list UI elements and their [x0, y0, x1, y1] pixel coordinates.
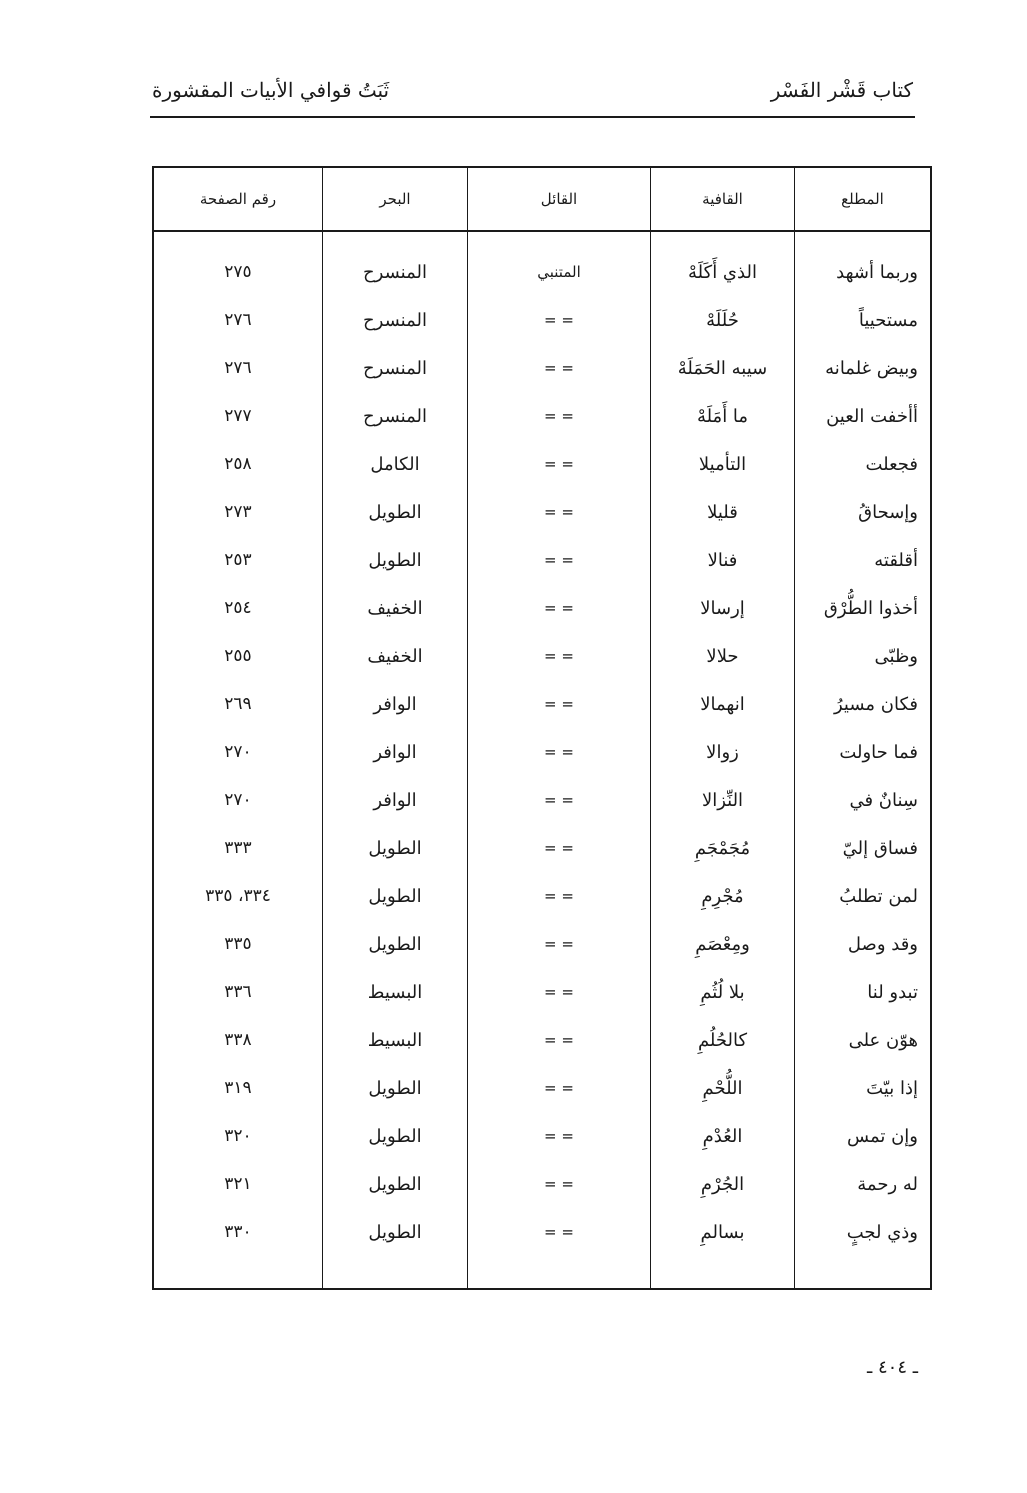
cell-page: ٣٣٣ — [153, 824, 323, 872]
cell-page: ٣٣٨ — [153, 1016, 323, 1064]
cell-poet: = = — [468, 488, 651, 536]
cell-opening: فساق إليّ — [795, 824, 932, 872]
spacer-cell — [651, 231, 795, 248]
table-row — [153, 488, 931, 536]
cell-meter: الطويل — [323, 872, 468, 920]
cell-rhyme: النِّزالا — [651, 776, 795, 824]
cell-meter: الطويل — [323, 824, 468, 872]
column-header-meter: البحر — [323, 167, 468, 231]
cell-poet: = = — [468, 1208, 651, 1256]
table-row — [153, 1112, 931, 1160]
cell-meter: المنسرح — [323, 344, 468, 392]
column-header-poet: القائل — [468, 167, 651, 231]
table-row — [153, 680, 931, 728]
cell-page: ٢٧٠ — [153, 728, 323, 776]
cell-opening: أقلقته — [795, 536, 932, 584]
table-row — [153, 440, 931, 488]
cell-meter: الطويل — [323, 536, 468, 584]
cell-page: ٢٧٣ — [153, 488, 323, 536]
table-row — [153, 632, 931, 680]
tail-cell — [153, 1256, 323, 1289]
cell-rhyme: حُلَلَهْ — [651, 296, 795, 344]
cell-rhyme: بلا لُثُمِ — [651, 968, 795, 1016]
cell-page: ٢٧٦ — [153, 296, 323, 344]
cell-page: ٢٥٨ — [153, 440, 323, 488]
cell-rhyme: مُجَمْجَمِ — [651, 824, 795, 872]
rhymes-table — [152, 166, 932, 1290]
cell-meter: البسيط — [323, 968, 468, 1016]
table-row — [153, 728, 931, 776]
cell-poet: = = — [468, 392, 651, 440]
column-header-opening: المطلع — [795, 167, 932, 231]
cell-opening: وإن تمس — [795, 1112, 932, 1160]
table-row — [153, 872, 931, 920]
tail-cell — [323, 1256, 468, 1289]
table-row — [153, 1208, 931, 1256]
cell-rhyme: التأميلا — [651, 440, 795, 488]
cell-meter: الوافر — [323, 728, 468, 776]
cell-poet: = = — [468, 1112, 651, 1160]
cell-rhyme: اللُّحْمِ — [651, 1064, 795, 1112]
cell-opening: مستحيياً — [795, 296, 932, 344]
cell-poet: = = — [468, 1016, 651, 1064]
cell-meter: الطويل — [323, 1208, 468, 1256]
cell-opening: وظبّى — [795, 632, 932, 680]
cell-page: ٣٣٤، ٣٣٥ — [153, 872, 323, 920]
cell-page: ٢٥٤ — [153, 584, 323, 632]
spacer-cell — [323, 231, 468, 248]
cell-rhyme: زوالا — [651, 728, 795, 776]
cell-meter: الخفيف — [323, 584, 468, 632]
column-header-rhyme: القافية — [651, 167, 795, 231]
table-row — [153, 920, 931, 968]
tail-cell — [651, 1256, 795, 1289]
running-header — [150, 74, 915, 118]
cell-meter: الكامل — [323, 440, 468, 488]
cell-meter: الطويل — [323, 1064, 468, 1112]
table-row — [153, 584, 931, 632]
cell-page: ٣٣٥ — [153, 920, 323, 968]
cell-poet: = = — [468, 1160, 651, 1208]
cell-poet: = = — [468, 680, 651, 728]
cell-page: ٢٦٩ — [153, 680, 323, 728]
cell-rhyme: انهمالا — [651, 680, 795, 728]
cell-page: ٢٧٥ — [153, 248, 323, 296]
table-row — [153, 344, 931, 392]
cell-opening: وبيض غلمانه — [795, 344, 932, 392]
rhymes-table-container — [152, 166, 918, 1290]
cell-rhyme: العُدْمِ — [651, 1112, 795, 1160]
cell-opening: له رحمة — [795, 1160, 932, 1208]
cell-poet: = = — [468, 632, 651, 680]
cell-page: ٣١٩ — [153, 1064, 323, 1112]
cell-meter: الطويل — [323, 1160, 468, 1208]
cell-rhyme: حلالا — [651, 632, 795, 680]
table-row — [153, 776, 931, 824]
cell-rhyme: ما أَمَلَهْ — [651, 392, 795, 440]
cell-opening: فجعلت — [795, 440, 932, 488]
table-header-row — [153, 167, 931, 231]
cell-page: ٢٧٦ — [153, 344, 323, 392]
cell-rhyme: الذي أَكَلَهْ — [651, 248, 795, 296]
table-row — [153, 1016, 931, 1064]
cell-poet: = = — [468, 968, 651, 1016]
cell-opening: هوّن على — [795, 1016, 932, 1064]
cell-opening: لمن تطلبُ — [795, 872, 932, 920]
cell-poet: = = — [468, 728, 651, 776]
cell-meter: الوافر — [323, 680, 468, 728]
cell-opening: أأخفت العين — [795, 392, 932, 440]
table-row — [153, 968, 931, 1016]
tail-cell — [795, 1256, 932, 1289]
table-row — [153, 392, 931, 440]
cell-meter: الطويل — [323, 920, 468, 968]
cell-meter: المنسرح — [323, 392, 468, 440]
table-body — [153, 231, 931, 1289]
cell-meter: المنسرح — [323, 248, 468, 296]
cell-poet: = = — [468, 344, 651, 392]
cell-opening: فكان مسيرُ — [795, 680, 932, 728]
cell-meter: البسيط — [323, 1016, 468, 1064]
table-row — [153, 248, 931, 296]
cell-page: ٢٧٠ — [153, 776, 323, 824]
cell-page: ٣٣٦ — [153, 968, 323, 1016]
page-number: ـ ٤٠٤ ـ — [866, 1357, 918, 1378]
cell-poet: = = — [468, 872, 651, 920]
cell-rhyme: إرسالا — [651, 584, 795, 632]
cell-opening: وإسحاقُ — [795, 488, 932, 536]
cell-poet: = = — [468, 440, 651, 488]
cell-page: ٣٢٠ — [153, 1112, 323, 1160]
cell-page: ٣٢١ — [153, 1160, 323, 1208]
cell-rhyme: بسالمِ — [651, 1208, 795, 1256]
cell-meter: المنسرح — [323, 296, 468, 344]
spacer-cell — [468, 231, 651, 248]
cell-opening: فما حاولت — [795, 728, 932, 776]
cell-opening: تبدو لنا — [795, 968, 932, 1016]
cell-rhyme: كالحُلُمِ — [651, 1016, 795, 1064]
cell-opening: وذي لجبٍ — [795, 1208, 932, 1256]
cell-meter: الوافر — [323, 776, 468, 824]
cell-poet: = = — [468, 296, 651, 344]
cell-rhyme: مُجْرِمِ — [651, 872, 795, 920]
cell-opening: وقد وصل — [795, 920, 932, 968]
cell-page: ٢٥٥ — [153, 632, 323, 680]
cell-poet: المتنبي — [468, 248, 651, 296]
cell-poet: = = — [468, 1064, 651, 1112]
column-header-page: رقم الصفحة — [153, 167, 323, 231]
tail-cell — [468, 1256, 651, 1289]
cell-poet: = = — [468, 536, 651, 584]
cell-opening: سِنانٌ في — [795, 776, 932, 824]
section-title: ثَبَتُ قوافي الأبيات المقشورة — [152, 78, 390, 102]
cell-meter: الطويل — [323, 488, 468, 536]
table-row — [153, 296, 931, 344]
cell-meter: الطويل — [323, 1112, 468, 1160]
cell-page: ٢٥٣ — [153, 536, 323, 584]
cell-rhyme: الجُرْمِ — [651, 1160, 795, 1208]
cell-opening: إذا بيّتَ — [795, 1064, 932, 1112]
cell-poet: = = — [468, 776, 651, 824]
cell-rhyme: سيبه الحَمَلَهْ — [651, 344, 795, 392]
cell-poet: = = — [468, 920, 651, 968]
cell-rhyme: فنالا — [651, 536, 795, 584]
cell-rhyme: قليلا — [651, 488, 795, 536]
table-row — [153, 1160, 931, 1208]
table-row — [153, 1064, 931, 1112]
cell-meter: الخفيف — [323, 632, 468, 680]
cell-rhyme: ومِعْصَمِ — [651, 920, 795, 968]
cell-opening: وربما أشهد — [795, 248, 932, 296]
cell-page: ٢٧٧ — [153, 392, 323, 440]
table-row — [153, 824, 931, 872]
cell-opening: أخذوا الطُّرْق — [795, 584, 932, 632]
spacer-cell — [795, 231, 932, 248]
table-tail-row — [153, 1256, 931, 1289]
book-title: كتاب قَشْر الفَسْر — [770, 78, 913, 102]
table-spacer-row — [153, 231, 931, 248]
cell-poet: = = — [468, 824, 651, 872]
table-row — [153, 536, 931, 584]
spacer-cell — [153, 231, 323, 248]
cell-page: ٣٣٠ — [153, 1208, 323, 1256]
cell-poet: = = — [468, 584, 651, 632]
